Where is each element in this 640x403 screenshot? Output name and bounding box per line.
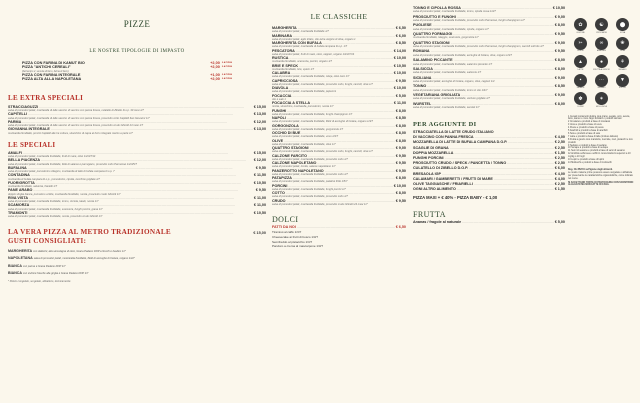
- menu-item: CALZONE FARCITO ..... € 9,50: [272, 154, 406, 158]
- shell-icon: ✶: [595, 92, 608, 105]
- menu-item: SALSICCIA ..... € 8,00: [413, 67, 565, 71]
- impasto-item: PIZZA "ANTICHI CEREALI" +2,00 € A PIZZA: [22, 65, 232, 70]
- menu-item: PARMA ..... € 12,00: [8, 120, 266, 124]
- menu-item: AMALFI ..... € 15,00: [8, 151, 266, 155]
- reg-title: Reg. CE 852/04 sull'igiene degli alimenti.: [568, 168, 613, 171]
- menu-item: MARGHERITA CON BUFALA ..... € 8,50: [272, 41, 406, 45]
- gusto-item: NAPOLETANA salsa di pomodori pelati, mozzarella fiordilatte, filetti di acciughe di Cetara, origano 1/4/7: [8, 256, 135, 261]
- menu-item: GORGONZOLA ..... € 8,00: [272, 124, 406, 128]
- aggiunta-item: FUNGHI PORCINI ..... € 2,50: [413, 156, 565, 161]
- allergen-molluschi: ✶ MOLLUSCHI: [593, 92, 610, 108]
- allergen-solfiti: ▼ SOLFITI: [614, 74, 631, 90]
- menu-item: FUORIGROTTA ..... € 10,50: [8, 181, 266, 185]
- dolce-item: Tiramisù al caffè 1/3/7: [272, 230, 302, 235]
- menu-item: FOCACCIA ..... € 5,00: [272, 94, 406, 98]
- mustard-icon: ▪: [574, 74, 587, 87]
- menu-item: CAPRICCIOSA ..... € 9,50: [272, 79, 406, 83]
- legend-item: 11 Semi di sesamo e prodotti a base di semi di sesamo: [568, 150, 625, 153]
- dolce-item: Cheesecake ai frutti di bosco 1/3/7: [272, 235, 319, 239]
- peanut-icon: ∞: [595, 37, 608, 50]
- menu-item: CALZONE NAPOLETANO ..... € 9,50: [272, 161, 406, 165]
- item-desc: ricotta, stracchino, mozzarella, pomodorini, rucola 1/7: [272, 105, 334, 109]
- menu-item: BUFALINA ..... € 9,50: [8, 166, 266, 170]
- menu-item: TRAMONTI ..... € 10,50: [8, 211, 266, 215]
- menu-item: OLIVE ..... € 8,00: [272, 139, 406, 143]
- item-desc: salsa di pomodori pelati, mozzarella fiordilatte, tonno in olio 1/4/7: [413, 88, 488, 92]
- item-desc: salsa di pomodori pelati, mozzarella fiordilatte, prosciutto cotto 1/7: [272, 157, 348, 161]
- frutta-item: Ananas / fragole al naturale ..... € 5,00: [413, 220, 565, 224]
- menu-item: FOCACCIA A STELLA ..... € 11,00: [272, 101, 406, 105]
- item-desc: salsa di pomodori pelati, mozzarella di latte vaccino di vaccino con panna fresca, prosciutto crudo Ghiretti 24 mesi 1/7: [8, 124, 144, 128]
- aggiunta-item: OGNI ALTRO ALIMENTO ..... € 1,50: [413, 187, 565, 192]
- item-desc: salsa di pomodori pelati, mozzarella fiordilatte, tonno, cipolla rossa 1/4/7: [413, 10, 496, 14]
- aggiunte-title: PER AGGIUNTE DI: [413, 121, 477, 129]
- legend-item: 13 Lupini e prodotti a base di lupini: [568, 159, 604, 162]
- item-desc: salsa di pomodori pelati, mozzarella fiordilatte, prosciutto cotto 1/7: [272, 172, 348, 176]
- menu-item: BELLA PIACENZA ..... € 12,00: [8, 158, 266, 162]
- menu-item: CAPITELLI ..... € 13,00: [8, 112, 266, 116]
- lupin-icon: ✽: [574, 92, 587, 105]
- impasti-list: [22, 61, 232, 82]
- item-desc: salsa di pomodori pelati, mozzarella fiordilatte, prosciutto cotto 1/7: [272, 195, 348, 199]
- aggiunta-item: DI VACCINO CON PANNA FRESCA ..... € 4,00: [413, 135, 565, 140]
- menu-item: PANZEROTTO NAPOLETANO ..... € 9,50: [272, 169, 406, 173]
- menu-item: PROSCIUTTO E FUNGHI ..... € 9,00: [413, 15, 565, 19]
- gusti-list: [8, 248, 266, 277]
- menu-item: CALABRA ..... € 10,00: [272, 71, 406, 75]
- allergen-senape: ▪ SENAPE: [572, 74, 589, 90]
- egg-icon: ⬤: [616, 18, 629, 31]
- legend-item: 9 Sedano e prodotti a base di sedano: [568, 144, 607, 147]
- classiche-list-2: [413, 6, 565, 109]
- dolci-item: FATTI DA NOI ..... € 6,50: [272, 225, 406, 229]
- reg-text: Le nostre materie prime possono essere surgelate o abbattute per preservarne le caratteristiche organolettiche, come indicato nel menu.: [568, 171, 633, 180]
- impasto-sub: (farina tipo 2, semola di farro, farina di farro): [22, 69, 69, 73]
- menu-item: CRUDO ..... € 9,50: [272, 199, 406, 203]
- aggiunte-section: [413, 121, 565, 199]
- speciali-section: [8, 141, 266, 219]
- dolce-item: Semifreddo al pistacchio 1/3/7: [272, 239, 313, 244]
- cake-note: SI ACCETTANO TORTE DI PASTICCERIA CON SCONTRINO ALLEGATO MA NON FATTE IN CASA.: [568, 181, 634, 187]
- legend-item: 14 Molluschi e prodotti a base di molluschi: [568, 162, 612, 164]
- allergen-soia: ❀ SOIA: [614, 37, 631, 53]
- wine-icon: ▼: [616, 74, 629, 87]
- item-desc: mozzarella fiordilatte, taleggio, scamorza, gorgonzola 1/7: [413, 36, 479, 40]
- impasto-item: PIZZA ALTA ALLA NAPOLETANA +2,00 € A PIZZA: [22, 77, 232, 82]
- item-desc: salsa di pomodori pelati, mozzarella fiordilatte, filetti di acciughe di Cetara, origano 1/4/7: [272, 120, 373, 124]
- menu-item: SALAMINO PICCANTE ..... € 8,00: [413, 58, 565, 62]
- item-desc: mozzarella fiordilatte, scamorza, porcini, origano 1/7: [272, 60, 332, 64]
- item-desc: salsa di pomodori pelati, mozzarella fiordilatte, gorgonzola 1/7: [272, 127, 344, 131]
- allergen-sesamo: ⋯ SESAMO: [593, 74, 610, 90]
- frutta-title: FRUTTA: [413, 209, 446, 219]
- item-desc: salsa di pomodori pelati, aglio tritato, olio extra vergine di oliva, origano 1: [272, 37, 356, 41]
- item-desc: salsa di pomodori pelati, mozzarella fiordilatte, prosciutto cotto Parmense, funghi champignon, carciofi sott'olio 1/7: [413, 45, 544, 49]
- frutta-section: [413, 210, 565, 224]
- menu-item: STRACCIAGUZZI ..... € 15,00: [8, 105, 266, 109]
- allergen-crostacei: ☯ CROSTACEI: [593, 18, 610, 34]
- legend-item: 12 Anidride solforosa e solfiti in concentrazioni superiori a 10 mg/kg o 10 mg/l: [568, 153, 631, 159]
- menu-item: CONTADINA ..... € 11,50: [8, 173, 266, 177]
- menu-item: PANE ARABO ..... € 9,50: [8, 188, 266, 192]
- aggiunta-item: CULATELLO DI ZIBELLO D.O.P. ..... € 6,00: [413, 166, 565, 171]
- legend-item: 4 Pesce e prodotti a base di pesce: [568, 127, 604, 130]
- allergen-frutta-a-guscio: ● FRUTTA A GUSCIO: [593, 55, 610, 71]
- allergen-sedano: ⚘ SEDANO: [614, 55, 631, 71]
- item-desc: salsa di pomodori pelati, mozzarella fiordilatte, salsiccia 1/7: [413, 71, 482, 75]
- item-desc: salsa di pomodori pelati, mozzarella fiordilatte, cipolla, origano 1/7: [413, 27, 489, 31]
- item-desc: mozzarella fiordilatte, salsiccia, friarielli 1/7: [8, 185, 58, 189]
- item-desc: salsa di pomodori pelati, mozzarella fiordilatte, prosciutto crudo Ghiretti 24 mesi 1/7: [272, 202, 368, 206]
- menu-item: ROMANA ..... € 9,50: [413, 49, 565, 53]
- regulation-note: [568, 169, 636, 187]
- menu-item: TONNO ..... € 8,50: [413, 84, 565, 88]
- milk-icon: ▲: [574, 55, 587, 68]
- item-desc: salsa di pomodori pelati, mozzarella fiordilatte, patatine fritte 1/5/7: [272, 180, 348, 184]
- legend-item: 10 Senape e prodotti a base di senape: [568, 147, 608, 150]
- maxi-baby-note: PIZZA MAXI + € 40% - PIZZA BABY - € 1,00: [413, 194, 498, 200]
- allergen-uova: ⬤ UOVA: [614, 18, 631, 34]
- item-desc: salsa di pomodori pelati, mozzarella fiordilatte, peperoni: [272, 90, 337, 94]
- item-desc: salsa di pomodori pelati, mozzarella di bufala campana D.o.p. 1/7: [272, 45, 348, 49]
- legend-item: 8 Frutta a guscio cioè mandorle, nocciole, noci, pistacchi e loro prodotti: [568, 138, 633, 144]
- footnote: * Pezzo congelato, surgelato, abbattuto, termicamente: [8, 279, 71, 283]
- menu-item: PESCATORA ..... € 14,00: [272, 49, 406, 53]
- item-desc: salsa di pomodori pelati, mozzarella fiordilatte, scamorza, funghi porcini, grana 1/7: [8, 207, 103, 211]
- sesame-icon: ⋯: [595, 74, 608, 87]
- gusto-item: MARGHERITA con datterini, alla semolagna di olive, Grana Padano DOP a fiocchi e basilico 1/7: [8, 249, 126, 254]
- menu-item: QUATTRO STAGIONI ..... € 9,00: [272, 146, 406, 150]
- shrimp-icon: ☯: [595, 18, 608, 31]
- menu-item: PATAPIZZA ..... € 8,00: [272, 176, 406, 180]
- menu-item: WURSTEL ..... € 8,00: [413, 102, 565, 106]
- item-desc: mozzarella di bufala campana D.o.p., pomodorino, cipolla, zucchine grigliate 1/7: [8, 177, 100, 181]
- gusti-title: GUSTI CONSIGLIATI:: [8, 237, 87, 246]
- item-desc: salsa di pomodori pelati, acciughe di Cetara, origano, olive, capperi 1/4: [413, 79, 495, 83]
- menu-item: NAPOLI ..... € 8,50: [272, 116, 406, 120]
- item-desc: mozzarella fiordilatte, porcini Capitelli alle tre cottura, stracchino di capra al forno integrale mezzo a parte 1/7: [8, 131, 133, 135]
- legend-item: 3 Uova e prodotti a base di uova: [568, 124, 602, 127]
- item-desc: salsa di pomodori pelati, mozzarella fiordilatte, olive 1/7: [272, 142, 336, 146]
- legend-item: 7 Latte e prodotti a base di latte (incluso lattosio): [568, 135, 619, 138]
- legend-item: 5 Arachidi e prodotti a base di arachidi: [568, 130, 608, 133]
- impasti-title: LE NOSTRE TIPOLOGIE DI IMPASTO: [89, 49, 185, 54]
- aggiunta-item: OLIVE TAGGIASCHE / FRIARIELLI ..... € 2,50: [413, 182, 565, 187]
- menu-item: SCAMORZA ..... € 11,00: [8, 203, 266, 207]
- classiche-title: LE CLASSICHE: [310, 12, 368, 21]
- menu-item: MARGHERITA ..... € 6,50: [272, 26, 406, 30]
- legend-item: 2 Crostacei e prodotti a base di crostacei: [568, 121, 611, 124]
- pizze-title: PIZZE: [123, 19, 151, 29]
- dolci-section: [272, 215, 406, 249]
- item-desc: salsa di pomodori pelati, pomodorino ciliegino, mozzarella di latte di bufala campana D.o.p. 7: [8, 170, 115, 174]
- allergen-lupini: ✽ LUPINI: [572, 92, 589, 108]
- menu-item: RUSTICA ..... € 10,00: [272, 56, 406, 60]
- item-desc: salsa di pomodori pelati, mozzarella fiordilatte, prosciutto cotto, funghi, carciofi, olive 1/7: [272, 150, 373, 154]
- classiche-list: [272, 26, 406, 206]
- legend-item: 1 Cereali contenenti glutine cioè grano, segale, orzo, avena, farro, kamut o i loro ceppi ibridati e i prodotti derivati: [568, 115, 630, 121]
- aggiunta-item: SCAGLIE DI GRANA ..... € 2,50: [413, 146, 565, 151]
- item-desc: salsa di pomodori pelati, mozzarella fiordilatte, fette di salame e parmigiano, prosciutto cotto Parmense 1/2/4/5/7: [8, 162, 137, 166]
- menu-item: DIAVOLA ..... € 10,00: [272, 86, 406, 90]
- item-desc: salsa di pomodori pelati, ricotta, salame napoletano 1/7: [272, 165, 336, 169]
- menu-item: GIOVANNA INTEGRALE ..... € 13,00: [8, 127, 266, 131]
- item-desc: salsa di pomodori pelati, mozzarella fiordilatte, frutti di mare, olive 1/2/4/7/14: [8, 155, 96, 159]
- allergen-grid: [572, 18, 636, 108]
- item-desc: salsa di pomodori pelati, mozzarella di latte vaccino di vaccino con panna fresca, prosciutto cotto Capitelli San Giovanni 1/7: [8, 116, 150, 120]
- pizze-title-wrap: [8, 14, 266, 32]
- allergen-arachidi: ∞ ARACHIDI: [593, 37, 610, 53]
- extra-section: [8, 94, 266, 135]
- menu-item: FUNGHI ..... € 8,00: [272, 109, 406, 113]
- item-desc: doppio sfoglia bianca, pomodoro a fette, mozzarella fiordilatte, rucola, prosciutto crudo Ghiretti 1/7: [8, 192, 121, 196]
- menu-item: PUGLIESE ..... € 8,00: [413, 23, 565, 27]
- menu-item: OCCHIO DI BUE ..... € 8,00: [272, 131, 406, 135]
- allergens-column: [566, 6, 636, 401]
- aggiunta-item: STRACCIATELLA DI LATTE CRUDO ITALIANO: [413, 130, 494, 135]
- allergen-legend: [568, 116, 636, 165]
- item-desc: salsa di pomodori pelati, mozzarella fiordilatte, rucola, prosciutto crudo Ghiretti 1/7: [8, 215, 103, 219]
- menu-item: SICILIANA ..... € 9,00: [413, 76, 565, 80]
- item-desc: salsa di pomodori pelati, mozzarella fiordilatte, prosciutto cotto, funghi, carciofi, olive 1/7: [272, 82, 373, 86]
- item-desc: salsa di pomodori pelati, mozzarella fiordilatte, acciughe di Cetara, olive, origano 1/4/7: [413, 53, 512, 57]
- aggiunta-item: CALAMARI / GAMBERETTI / FRUTTI DI MARE ..... € 4,00: [413, 177, 565, 182]
- metro-header: [8, 228, 266, 236]
- extra-title: LE EXTRA SPECIALI: [8, 93, 84, 102]
- classiche-continued-column: [413, 6, 565, 224]
- aggiunta-item: MOZZARELLA DI LATTE DI BUFALA CAMPANA D.O.P. ..... € 2,50: [413, 140, 565, 145]
- menu-item: VEGETARIANA GRIGLIATA ..... € 9,00: [413, 93, 565, 97]
- menu-item: TONNO E CIPOLLA ROSSA ..... € 10,50: [413, 6, 565, 10]
- menu-item: MARINARA ..... € 6,00: [272, 34, 406, 38]
- item-desc: salsa di pomodori pelati, mozzarella fiordilatte, prosciutto cotto Parmense, funghi champignon 1/7: [413, 19, 525, 23]
- item-desc: salsa di pomodori pelati, mozzarella di latte vaccino di vaccino con panna fresca, culatello di Zibello D.o.p. 30 mesi 1/7: [8, 109, 144, 113]
- item-desc: salsa di pomodori pelati, mozzarella fiordilatte, wurstel 1/7: [413, 105, 480, 109]
- item-desc: salsa di pomodori pelati, mozzarella fiordilatte, verdure grigliate 1/7: [413, 97, 490, 101]
- menu-item: RIVA VISTA ..... € 11,00: [8, 196, 266, 200]
- pizze-column: [8, 6, 266, 283]
- dolce-item: Pandoro a crema al mascarpone 1/3/7: [272, 244, 324, 249]
- fish-icon: ➳: [574, 37, 587, 50]
- metro-price: € 15,00: [253, 231, 266, 236]
- celery-icon: ⚘: [616, 55, 629, 68]
- menu-item: COTTO ..... € 8,00: [272, 191, 406, 195]
- impasto-item: PIZZA CON FARINA DI KAMUT BIO +2,00 € A PIZZA: [22, 61, 232, 65]
- allergen-latte: ▲ LATTE: [572, 55, 589, 71]
- menu-item: PORCINI ..... € 10,00: [272, 184, 406, 188]
- item-desc: salsa di pomodori pelati, mozzarella fiordilatte, tonno, ricciola, tataki, rucola 1/7: [8, 200, 99, 204]
- item-desc: salsa di pomodori pelati, mozzarella fiordilatte, nduja, olive nere 1/7: [272, 75, 350, 79]
- classiche-column: [272, 6, 406, 249]
- impasto-item: PIZZA CON FARINA INTEGRALE +1,00 € A PIZZA: [22, 72, 232, 77]
- soy-icon: ❀: [616, 37, 629, 50]
- item-desc: salsa di pomodori pelati, mozzarella fiordilatte, salamino piccante 1/7: [413, 62, 493, 66]
- item-desc: salsa di pomodori pelati, mozzarella fiordilatte, funghi porcini 1/7: [272, 187, 346, 191]
- aggiunte-list: [413, 130, 565, 192]
- allergen-glutine: ✿ GLUTINE: [572, 18, 589, 34]
- wheat-icon: ✿: [574, 18, 587, 31]
- item-desc: olio e sale 1: [272, 97, 286, 101]
- item-desc: salsa di pomodori pelati, mozzarella fiordilatte, uovo 1/3/7: [272, 135, 339, 139]
- speciali-title: LE SPECIALI: [8, 140, 56, 149]
- item-desc: mozzarella fiordilatte, brie, speck 1/7: [272, 67, 315, 71]
- aggiunta-item: DOPPIA MOZZARELLA ..... € 1,50: [413, 151, 565, 156]
- dolci-list: [272, 230, 406, 248]
- menu-item: QUATTRO STAGIONI ..... € 9,00: [413, 41, 565, 45]
- gusto-item: BIANCA con panna e Grana Padano DOP 1/7: [8, 263, 66, 268]
- item-desc: salsa di pomodori pelati, frutti di mare, olive, capperi, origano 1/2/4/7/14: [272, 52, 355, 56]
- item-desc: salsa di pomodori pelati, mozzarella fiordilatte, funghi champignon 1/7: [272, 112, 353, 116]
- aggiunta-item: PROSCIUTTO CRUDO / SPECK / PANCETTA / TONNO ..... € 2,50: [413, 161, 565, 166]
- legend-item: 6 Soia e prodotti a base di soia: [568, 132, 600, 135]
- gusto-item: BIANCA con stufone fresche alla griglia e Grana Padano DOP 1/7: [8, 270, 89, 275]
- aggiunta-item: BRESAOLA IGP ..... € 4,00: [413, 172, 565, 177]
- menu-item: BRIE E SPECK ..... € 10,50: [272, 64, 406, 68]
- metro-title: LA VERA PIZZA AL METRO TRADIZIONALE: [8, 228, 172, 237]
- dolci-title: DOLCI: [272, 215, 299, 224]
- menu-item: QUATTRO FORMAGGI ..... € 9,50: [413, 32, 565, 36]
- item-desc: salsa di pomodori pelati, mozzarella fiordilatte 1/7: [272, 30, 329, 34]
- classiche-title-wrap: [272, 6, 406, 24]
- nut-icon: ●: [595, 55, 608, 68]
- allergen-pesce: ➳ PESCE: [572, 37, 589, 53]
